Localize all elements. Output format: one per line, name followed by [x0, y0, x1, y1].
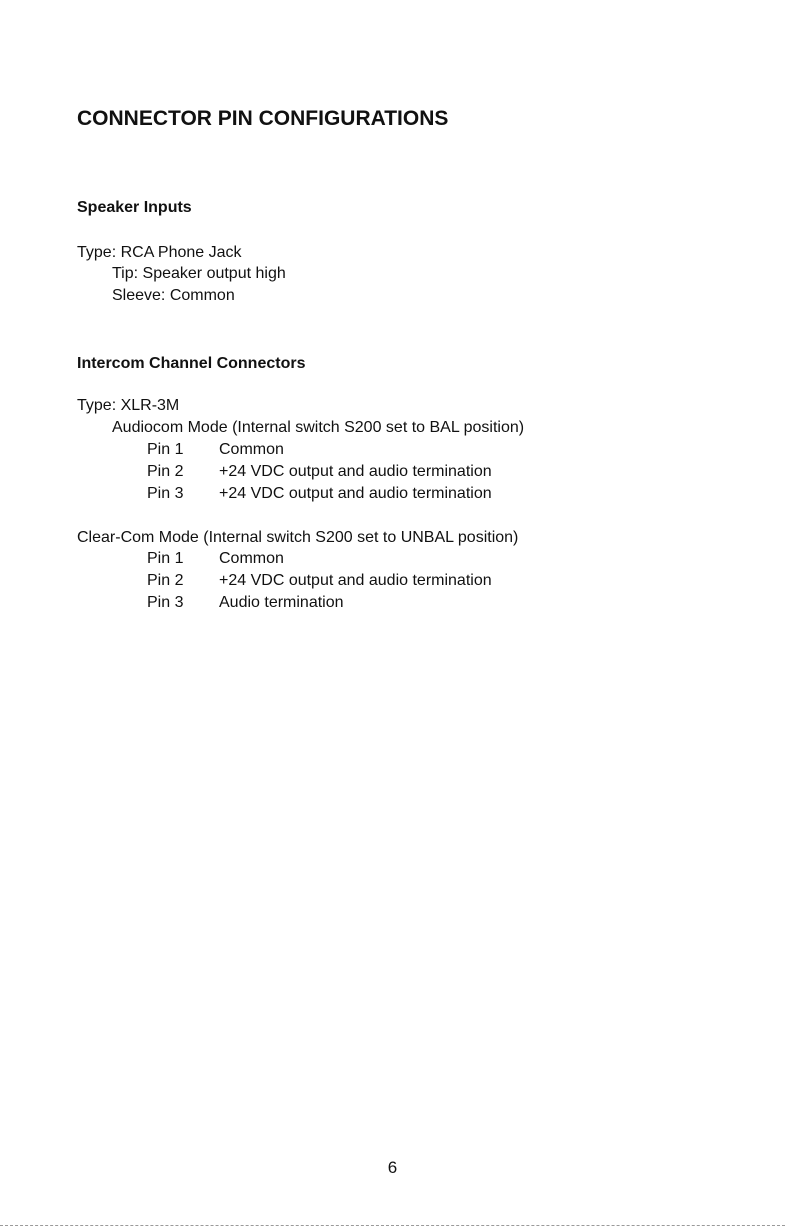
- speaker-tip-line: Tip: Speaker output high: [112, 265, 286, 282]
- speaker-type-line: Type: RCA Phone Jack: [77, 244, 242, 261]
- pin-label: Pin 1: [147, 550, 184, 567]
- pin-label: Pin 2: [147, 463, 184, 480]
- speaker-inputs-heading: Speaker Inputs: [77, 199, 192, 216]
- pin-description: Common: [219, 441, 284, 458]
- pin-description: +24 VDC output and audio termination: [219, 572, 492, 589]
- pin-description: Audio termination: [219, 594, 344, 611]
- pin-description: +24 VDC output and audio termination: [219, 485, 492, 502]
- audiocom-pin-row: [147, 440, 284, 460]
- clearcom-mode-line: Clear-Com Mode (Internal switch S200 set to UNBAL position): [77, 529, 519, 546]
- intercom-heading: Intercom Channel Connectors: [77, 355, 306, 372]
- pin-label: Pin 3: [147, 594, 184, 611]
- clearcom-pin-row: [147, 593, 344, 613]
- audiocom-pin-row: [147, 462, 492, 482]
- clearcom-pin-row: [147, 571, 492, 591]
- pin-description: +24 VDC output and audio termination: [219, 463, 492, 480]
- pin-label: Pin 2: [147, 572, 184, 589]
- page-bottom-divider: [0, 1225, 785, 1226]
- audiocom-mode-line: Audiocom Mode (Internal switch S200 set to BAL position): [112, 419, 525, 436]
- speaker-sleeve-line: Sleeve: Common: [112, 287, 235, 304]
- intercom-type-line: Type: XLR-3M: [77, 397, 180, 414]
- pin-description: Common: [219, 550, 284, 567]
- pin-label: Pin 1: [147, 441, 184, 458]
- pin-label: Pin 3: [147, 485, 184, 502]
- audiocom-pin-row: [147, 484, 492, 504]
- page-title: CONNECTOR PIN CONFIGURATIONS: [77, 107, 449, 130]
- clearcom-pin-row: [147, 549, 284, 569]
- page-number: 6: [387, 1158, 398, 1177]
